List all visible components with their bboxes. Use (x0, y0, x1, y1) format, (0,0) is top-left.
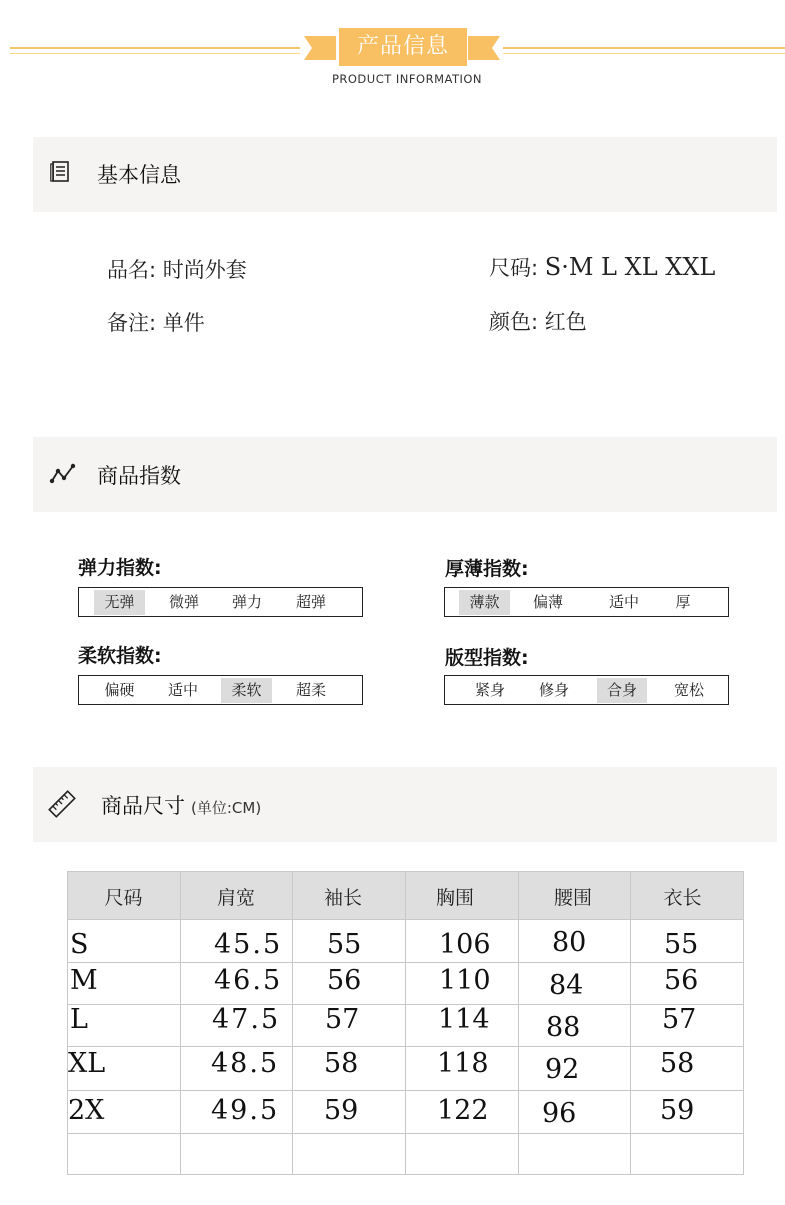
elasticity-option: 微弹 (168, 593, 199, 611)
trend-line-icon (49, 463, 77, 485)
table-cell: S (70, 929, 89, 960)
fit-option: 合身 (597, 678, 647, 703)
thickness-option: 偏薄 (532, 593, 563, 611)
thickness-label: 厚薄指数: (445, 558, 529, 580)
header-rule-right-thin (503, 53, 785, 54)
header-ribbon-left-icon (304, 36, 336, 60)
table-cell: 114 (438, 1004, 490, 1035)
softness-scale (78, 675, 363, 705)
table-cell: 2X (68, 1095, 105, 1126)
elasticity-option: 超弹 (295, 593, 326, 611)
basic-info-title: 基本信息 (97, 163, 181, 187)
header-rule-right (503, 47, 785, 49)
color-label: 颜色: (489, 310, 539, 334)
thickness-option: 适中 (608, 593, 639, 611)
ruler-icon (47, 789, 77, 819)
table-cell: 47.5 (212, 1004, 281, 1035)
elasticity-scale (78, 587, 363, 617)
product-name-value: 时尚外套 (162, 258, 247, 282)
table-cell: 56 (327, 965, 362, 996)
table-cell: 110 (439, 965, 491, 996)
softness-option: 适中 (167, 681, 198, 699)
product-index-bar (33, 437, 777, 512)
table-rule (518, 871, 519, 1175)
table-cell: 122 (437, 1095, 489, 1126)
size-row (489, 252, 715, 282)
table-header-cell: 腰围 (553, 887, 592, 909)
table-header-cell: 衣长 (663, 887, 702, 909)
table-cell: 59 (660, 1095, 695, 1126)
table-cell: M (70, 965, 98, 996)
fit-option: 紧身 (474, 681, 505, 699)
table-cell: 92 (545, 1054, 580, 1085)
size-chart-bar (33, 767, 777, 842)
softness-option: 偏硬 (104, 681, 135, 699)
table-cell: 55 (327, 929, 362, 960)
table-rule (743, 871, 744, 1175)
note-label: 备注: (107, 311, 157, 335)
size-chart-unit: (单位:CM) (191, 799, 262, 817)
header-rule-left (10, 47, 300, 49)
basic-info-bar (33, 137, 777, 212)
fit-scale (444, 675, 729, 705)
table-cell: 48.5 (211, 1048, 280, 1079)
table-cell: 58 (324, 1048, 359, 1079)
table-rule (292, 871, 293, 1175)
table-rule (405, 871, 406, 1175)
table-cell: 58 (660, 1048, 695, 1079)
fit-option: 修身 (538, 681, 569, 699)
product-name-row (107, 254, 247, 284)
thickness-option: 厚 (675, 593, 691, 611)
product-name-label: 品名: (107, 258, 157, 282)
note-value: 单件 (162, 311, 205, 335)
color-row (489, 306, 587, 336)
fit-label: 版型指数: (445, 647, 529, 669)
table-cell: 46.5 (214, 965, 283, 996)
color-value: 红色 (544, 310, 587, 334)
size-chart-title (101, 790, 261, 820)
size-label: 尺码: (489, 256, 539, 280)
thickness-scale (444, 587, 729, 617)
table-cell: 118 (437, 1048, 489, 1079)
table-cell: 59 (324, 1095, 359, 1126)
table-cell: 57 (662, 1004, 697, 1035)
table-cell: 45.5 (214, 929, 283, 960)
table-header-cell: 袖长 (323, 887, 362, 909)
elasticity-option: 无弹 (94, 590, 145, 615)
softness-option: 柔软 (221, 678, 272, 703)
thickness-option: 薄款 (459, 590, 510, 615)
header-subtitle: PRODUCT INFORMATION (331, 72, 483, 86)
document-list-icon (50, 161, 70, 183)
size-chart-title-text: 商品尺寸 (101, 794, 185, 818)
softness-option: 超柔 (295, 681, 326, 699)
table-cell: 49.5 (211, 1095, 280, 1126)
table-rule (180, 871, 181, 1175)
table-cell: 57 (325, 1004, 360, 1035)
table-cell: XL (68, 1048, 106, 1079)
table-rule (630, 871, 631, 1175)
table-header-cell: 肩宽 (216, 887, 255, 909)
table-cell: 55 (664, 929, 699, 960)
table-header-cell: 尺码 (104, 887, 143, 909)
note-row (107, 307, 205, 337)
table-cell: 84 (549, 970, 584, 1001)
table-header-cell: 胸围 (435, 887, 474, 909)
table-cell: 106 (439, 929, 491, 960)
table-cell: 88 (546, 1012, 581, 1043)
header-rule-left-thin (10, 53, 300, 54)
softness-label: 柔软指数: (78, 645, 162, 667)
table-cell: 80 (552, 927, 587, 958)
header-title: 产品信息 (339, 28, 467, 66)
size-values: S·M L XL XXL (544, 253, 716, 281)
table-cell: 96 (542, 1098, 577, 1129)
fit-option: 宽松 (673, 681, 704, 699)
header-ribbon-right-icon (468, 36, 500, 60)
elasticity-option: 弹力 (231, 593, 262, 611)
table-cell: 56 (664, 965, 699, 996)
elasticity-label: 弹力指数: (78, 557, 162, 579)
table-rule (67, 871, 68, 1175)
table-cell: L (70, 1004, 88, 1035)
product-index-title: 商品指数 (97, 464, 181, 488)
